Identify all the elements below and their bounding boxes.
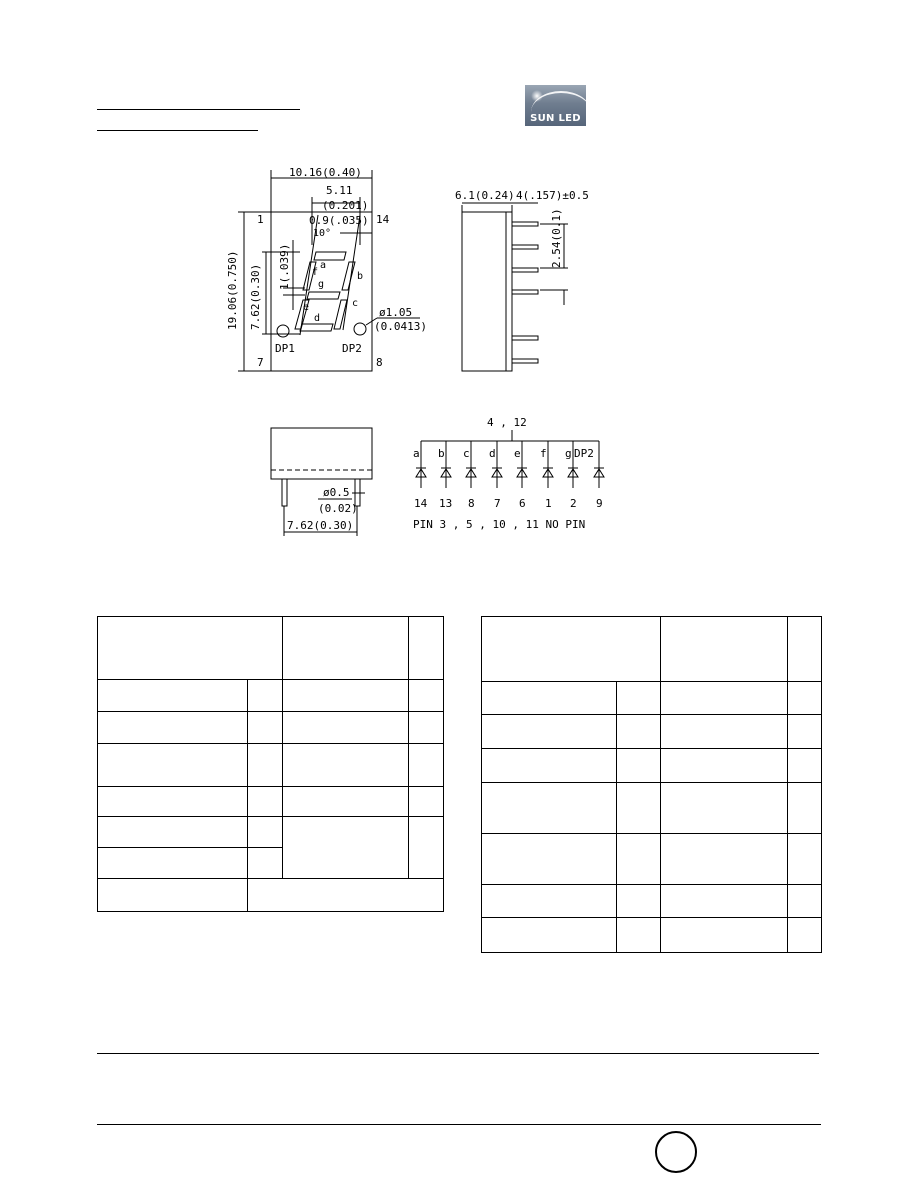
front-view-drawing [220, 160, 430, 380]
segment-label: d [489, 447, 496, 460]
table-cell [661, 749, 788, 783]
row-spacing-label: 7.62(0.30) [287, 519, 354, 532]
pin-number: 14 [414, 497, 428, 510]
seg-gap-dim-label: 1(.039) [278, 243, 291, 290]
segment-b [342, 262, 355, 290]
logo-text: SUN LED [530, 113, 581, 124]
footer-rule-2 [97, 1124, 821, 1125]
table-cell [98, 680, 248, 712]
table-cell [283, 617, 409, 680]
pin-dia-b: (0.02) [318, 502, 358, 515]
table-cell [661, 918, 788, 953]
width-dim-label: 10.16(0.40) [289, 166, 362, 179]
table-cell [283, 817, 409, 879]
table-cell [409, 617, 444, 680]
table-cell [617, 715, 661, 749]
table-cell [409, 712, 444, 744]
segment-label: e [514, 447, 521, 460]
dp1-dot [277, 325, 289, 337]
table-cell [617, 885, 661, 918]
table-cell [788, 617, 822, 682]
table-cell [482, 834, 617, 885]
table-cell [283, 680, 409, 712]
header-rule-2 [97, 130, 258, 131]
pin-number: 7 [494, 497, 501, 510]
segment-g-label: g [318, 279, 325, 290]
side-body-outline [462, 212, 512, 371]
pitch-dim-label: 2.54(0.1) [550, 208, 563, 268]
dp-dia-dim-b: (0.0413) [374, 320, 427, 333]
table-cell [661, 617, 788, 682]
segment-c-label: c [352, 298, 359, 309]
table-cell [98, 617, 283, 680]
table-cell [482, 617, 661, 682]
no-pin-note: PIN 3 , 5 , 10 , 11 NO PIN [413, 518, 586, 531]
page-number-circle [655, 1131, 697, 1173]
table-cell [788, 682, 822, 715]
side-view-drawing [450, 180, 620, 380]
table-cell [283, 712, 409, 744]
table-cell [482, 885, 617, 918]
table-cell [409, 680, 444, 712]
table-cell [661, 834, 788, 885]
table-cell [482, 783, 617, 834]
table-cell [248, 817, 283, 848]
table-cell [98, 787, 248, 817]
table-cell [98, 848, 248, 879]
side-pins [512, 222, 538, 363]
table-cell [661, 783, 788, 834]
table-cell [409, 787, 444, 817]
segment-label: c [463, 447, 470, 460]
dp2-label: DP2 [342, 342, 362, 355]
pin-dia-a: ø0.5 [323, 486, 350, 499]
table-cell [482, 918, 617, 953]
table-cell [248, 848, 283, 879]
pin-number: 9 [596, 497, 603, 510]
sun-led-logo [525, 85, 586, 126]
pin-7-label: 7 [257, 356, 264, 369]
dp-dia-dim-a: ø1.05 [379, 306, 413, 319]
seg-thick-dim: 0.9(.035) [309, 214, 369, 227]
table-cell [661, 715, 788, 749]
table-cell [283, 744, 409, 787]
segment-d [300, 324, 333, 331]
dp2-dot [354, 323, 366, 335]
header-rule-1 [97, 109, 300, 110]
table-cell [788, 715, 822, 749]
pin-14-label: 14 [376, 213, 390, 226]
schematic-drawing [405, 410, 615, 535]
segment-d-label: d [314, 313, 321, 324]
segment-b-label: b [357, 271, 364, 282]
table-cell [788, 885, 822, 918]
table-cell [283, 787, 409, 817]
depth-dim-label: 6.1(0.24) [455, 189, 515, 202]
table-cell [248, 712, 283, 744]
table-cell [98, 744, 248, 787]
spec-table-left [97, 616, 444, 912]
table-cell [788, 749, 822, 783]
table-cell [788, 783, 822, 834]
bottom-view-drawing [265, 420, 395, 545]
table-cell [248, 879, 444, 912]
pin-number: 6 [519, 497, 526, 510]
pin-8-label: 8 [376, 356, 383, 369]
segment-a [314, 252, 346, 260]
table-cell [482, 749, 617, 783]
table-cell [482, 682, 617, 715]
segment-label: b [438, 447, 445, 460]
segment-a-label: a [320, 260, 327, 271]
footer-rule-1 [97, 1053, 819, 1054]
digit-height-dim-label: 7.62(0.30) [249, 263, 262, 330]
dp1-label: DP1 [275, 342, 295, 355]
common-pins-label: 4 , 12 [487, 416, 527, 429]
table-cell [409, 817, 444, 879]
segment-e-label: e [303, 302, 310, 313]
table-cell [98, 817, 248, 848]
segment-g [307, 292, 340, 299]
seg-width-dim-b: (0.201) [322, 199, 369, 212]
table-cell [617, 783, 661, 834]
table-cell [661, 682, 788, 715]
pin-number: 1 [545, 497, 552, 510]
pin-number: 13 [439, 497, 453, 510]
pin-number: 8 [468, 497, 475, 510]
table-cell [98, 712, 248, 744]
table-cell [788, 918, 822, 953]
segment-f-label: f [312, 267, 319, 278]
table-cell [617, 682, 661, 715]
table-cell [248, 680, 283, 712]
pin-number: 2 [570, 497, 577, 510]
segment-label: g [565, 447, 572, 460]
table-cell [98, 879, 248, 912]
table-cell [661, 885, 788, 918]
segment-label: f [540, 447, 547, 460]
table-cell [248, 744, 283, 787]
table-cell [788, 834, 822, 885]
slant-angle: 10° [313, 228, 332, 239]
pin-len-dim-label: 4(.157)±0.5 [516, 189, 589, 202]
table-cell [617, 918, 661, 953]
table-cell [617, 749, 661, 783]
segment-label: DP2 [574, 447, 594, 460]
pin-1-label: 1 [257, 213, 264, 226]
table-cell [248, 787, 283, 817]
table-cell [409, 744, 444, 787]
table-cell [482, 715, 617, 749]
seg-width-dim-a: 5.11 [326, 184, 353, 197]
spec-table-right [481, 616, 822, 953]
bottom-body-outline [271, 428, 372, 479]
segment-label: a [413, 447, 420, 460]
table-cell [617, 834, 661, 885]
height-dim-label: 19.06(0.750) [226, 250, 239, 330]
